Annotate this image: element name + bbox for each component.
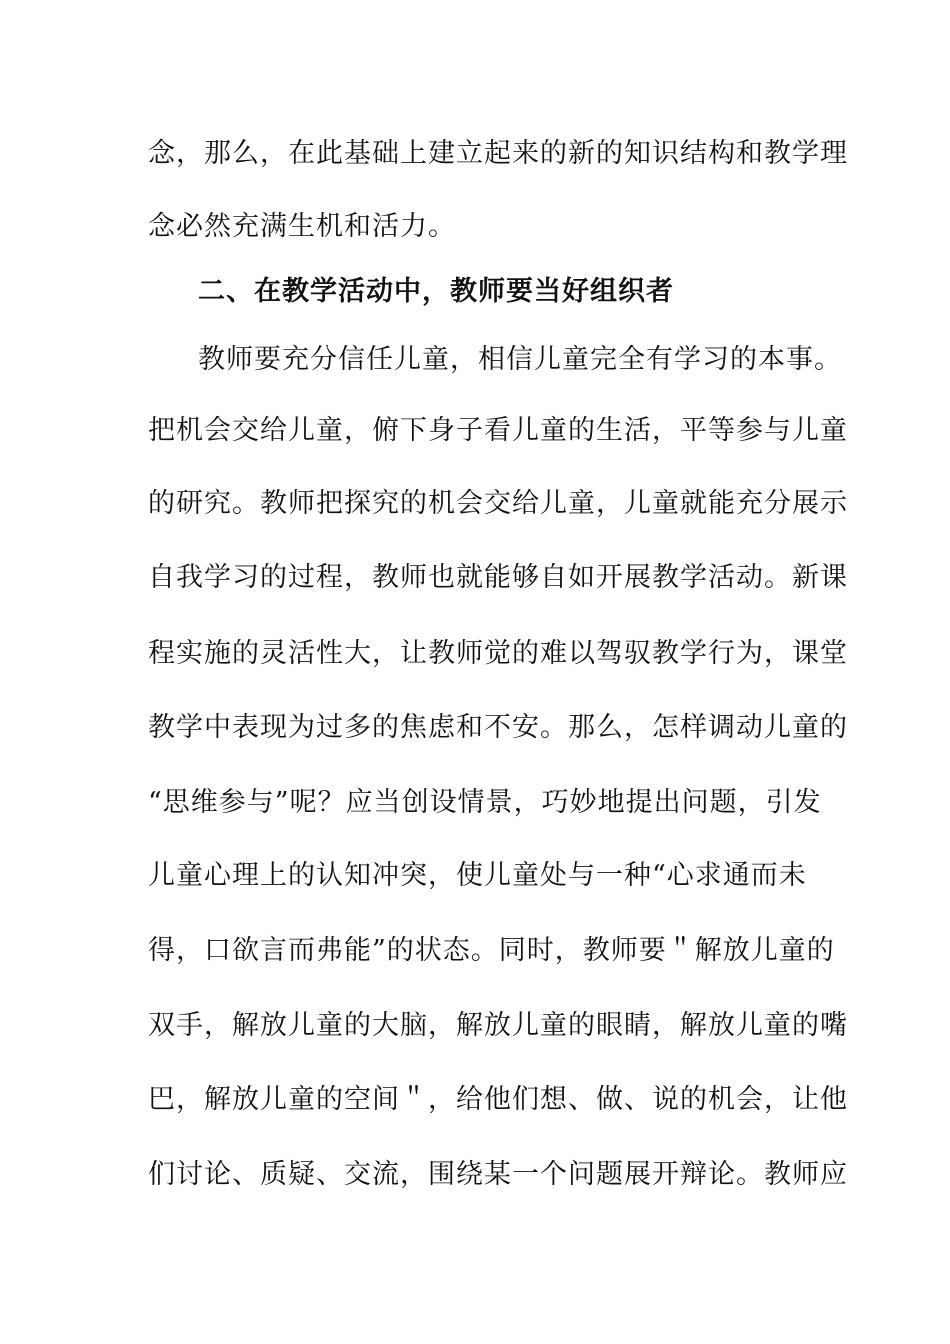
paragraph-line: 自我学习的过程，教师也就能够自如开展教学活动。新课 <box>148 562 848 593</box>
paragraph-line: 的研究。教师把探究的机会交给儿童，儿童就能充分展示 <box>148 488 848 519</box>
paragraph-line: 双手，解放儿童的大脑，解放儿童的眼睛，解放儿童的嘴 <box>148 1010 848 1041</box>
paragraph-line: 念必然充满生机和活力。 <box>148 211 456 242</box>
paragraph-line: 把机会交给儿童，俯下身子看儿童的生活，平等参与儿童 <box>148 415 848 446</box>
paragraph-line: 巴，解放儿童的空间＂，给他们想、做、说的机会，让他 <box>148 1084 848 1115</box>
section-heading: 二、在教学活动中，教师要当好组织者 <box>198 276 674 307</box>
paragraph-line: 儿童心理上的认知冲突，使儿童处与一种“心求通而未 <box>148 860 807 891</box>
paragraph-line: 程实施的灵活性大，让教师觉的难以驾驭教学行为，课堂 <box>148 638 848 669</box>
paragraph-line: 得，口欲言而弗能”的状态。同时，教师要＂解放儿童的 <box>148 935 835 966</box>
paragraph-line: 教师要充分信任儿童，相信儿童完全有学习的本事。 <box>198 344 842 375</box>
paragraph-line: 们讨论、质疑、交流，围绕某一个问题展开辩论。教师应 <box>148 1159 848 1190</box>
paragraph-line: 教学中表现为过多的焦虑和不安。那么，怎样调动儿童的 <box>148 712 848 743</box>
paragraph-line: “思维参与”呢？应当创设情景，巧妙地提出问题，引发 <box>148 787 822 818</box>
paragraph-line: 念，那么，在此基础上建立起来的新的知识结构和教学理 <box>148 138 848 169</box>
